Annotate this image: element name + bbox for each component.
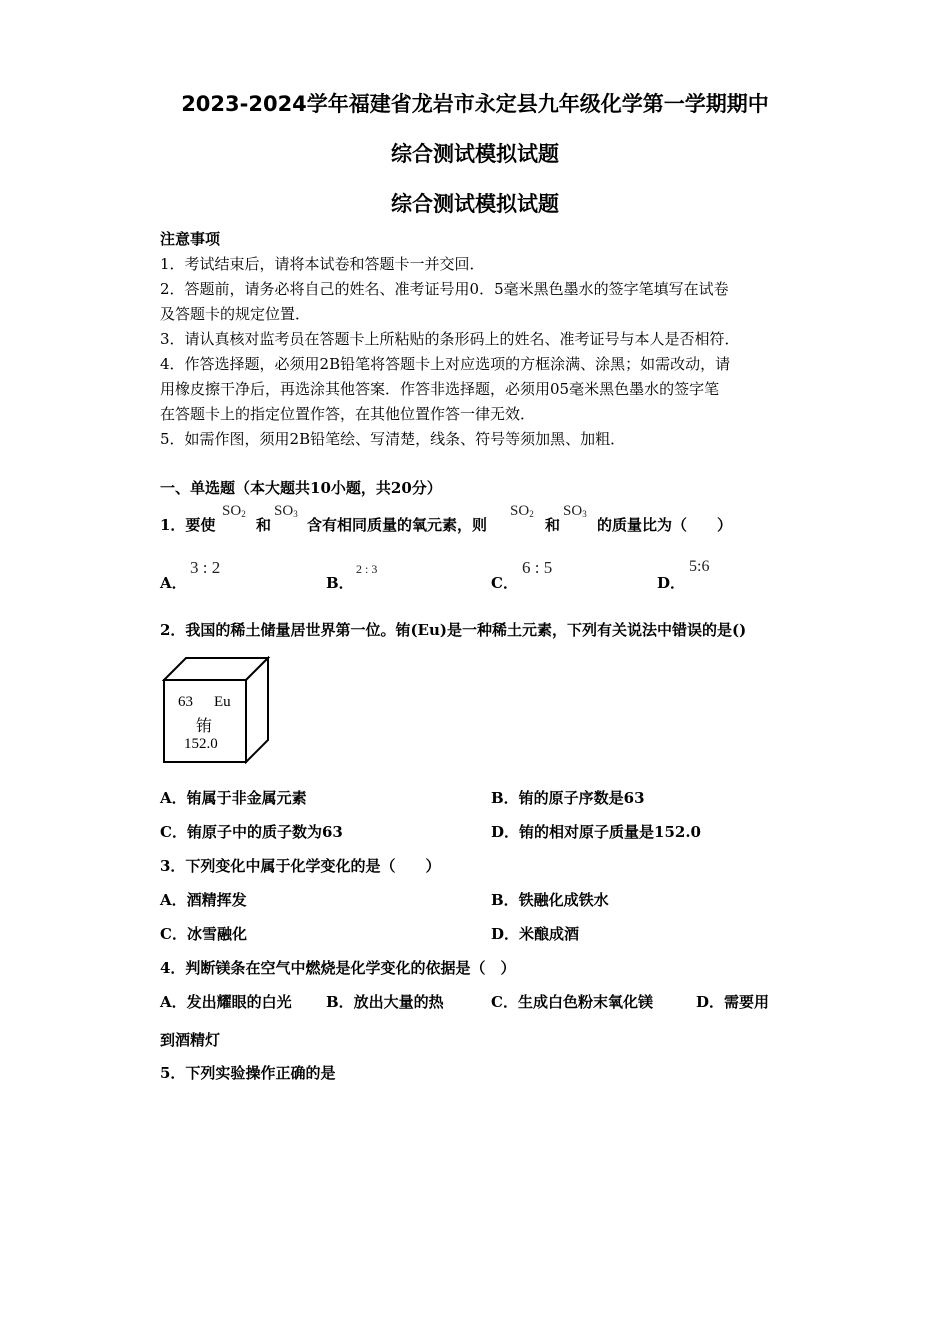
q4-continuation: 到酒精灯 <box>160 1031 221 1049</box>
atomic-number: 63 <box>178 694 193 710</box>
q1-and: 和 <box>256 516 272 534</box>
so3-formula: $SO_3$ <box>563 503 587 519</box>
q3-option-c: C．冰雪融化 <box>160 925 247 943</box>
notice-item: 在答题卡上的指定位置作答，在其他位置作答一律无效． <box>160 405 536 423</box>
q1-option-d-letter: D． <box>657 574 686 592</box>
q1-option-d-value: 5:6 <box>689 558 710 575</box>
q1-option-c-letter: C． <box>491 574 518 592</box>
element-symbol: Eu <box>214 694 231 710</box>
q5-stem: 5．下列实验操作正确的是 <box>160 1064 336 1082</box>
q3-option-d: D．米酿成酒 <box>491 925 580 943</box>
exam-title-line3: 综合测试模拟试题 <box>391 192 559 216</box>
element-name: 铕 <box>196 716 213 735</box>
q1-middle: 含有相同质量的氧元素，则 <box>307 516 488 534</box>
notice-item: 4．作答选择题，必须用2B铅笔将答题卡上对应选项的方框涂满、涂黑；如需改动，请 <box>160 355 731 373</box>
q2-option-b: B．铕的原子序数是63 <box>491 789 645 807</box>
so3-formula: $SO_3$ <box>274 503 298 519</box>
q1-prefix: 1．要使 <box>160 516 216 534</box>
exam-title-line2: 综合测试模拟试题 <box>391 142 559 166</box>
q3-option-b: B．铁融化成铁水 <box>491 891 609 909</box>
q1-option-a-value: 3 : 2 <box>190 558 221 577</box>
so2-formula: $SO_2$ <box>510 503 534 519</box>
notice-item: 2．答题前，请务必将自己的姓名、准考证号用0．5毫米黑色墨水的签字笔填写在试卷 <box>160 280 729 298</box>
q4-option-c: C．生成白色粉末氧化镁 <box>491 993 653 1011</box>
q2-option-d: D．铕的相对原子质量是152.0 <box>491 823 701 841</box>
q1-option-c-value: 6 : 5 <box>522 558 553 577</box>
notice-item: 3．请认真核对监考员在答题卡上所粘贴的条形码上的姓名、准考证号与本人是否相符． <box>160 330 740 348</box>
q4-stem: 4．判断镁条在空气中燃烧是化学变化的依据是（ ） <box>160 959 516 977</box>
notice-item: 5．如需作图，须用2B铅笔绘、写清楚，线条、符号等须加黑、加粗． <box>160 430 626 448</box>
section-heading: 一、单选题（本大题共10小题，共20分） <box>160 479 442 497</box>
q1-option-a-letter: A． <box>160 574 187 592</box>
exam-title-line1: 2023-2024学年福建省龙岩市永定县九年级化学第一学期期中 <box>181 92 769 116</box>
q1-and: 和 <box>545 516 561 534</box>
q1-option-b-letter: B． <box>326 574 354 592</box>
q2-stem: 2．我国的稀土储量居世界第一位。铕(Eu)是一种稀土元素，下列有关说法中错误的是() <box>160 621 747 639</box>
q1-suffix: 的质量比为（ ） <box>597 516 733 534</box>
notice-item: 及答题卡的规定位置． <box>160 305 311 323</box>
notice-item: 1．考试结束后，请将本试卷和答题卡一并交回． <box>160 255 485 273</box>
q1-option-b-value: 2 : 3 <box>356 562 378 576</box>
q3-option-a: A．酒精挥发 <box>160 891 247 909</box>
q4-option-d: D．需要用 <box>696 993 770 1011</box>
q4-option-b: B．放出大量的热 <box>326 993 444 1011</box>
europium-element-card <box>162 656 272 764</box>
so2-formula: $SO_2$ <box>222 503 246 519</box>
notice-item: 用橡皮擦干净后，再选涂其他答案．作答非选择题，必须用05毫米黑色墨水的签字笔 <box>160 380 720 398</box>
q2-option-a: A．铕属于非金属元素 <box>160 789 307 807</box>
notice-heading: 注意事项 <box>160 230 221 248</box>
atomic-mass: 152.0 <box>184 736 218 752</box>
q4-option-a: A．发出耀眼的白光 <box>160 993 292 1011</box>
q3-stem: 3．下列变化中属于化学变化的是（ ） <box>160 857 441 875</box>
q2-option-c: C．铕原子中的质子数为63 <box>160 823 343 841</box>
